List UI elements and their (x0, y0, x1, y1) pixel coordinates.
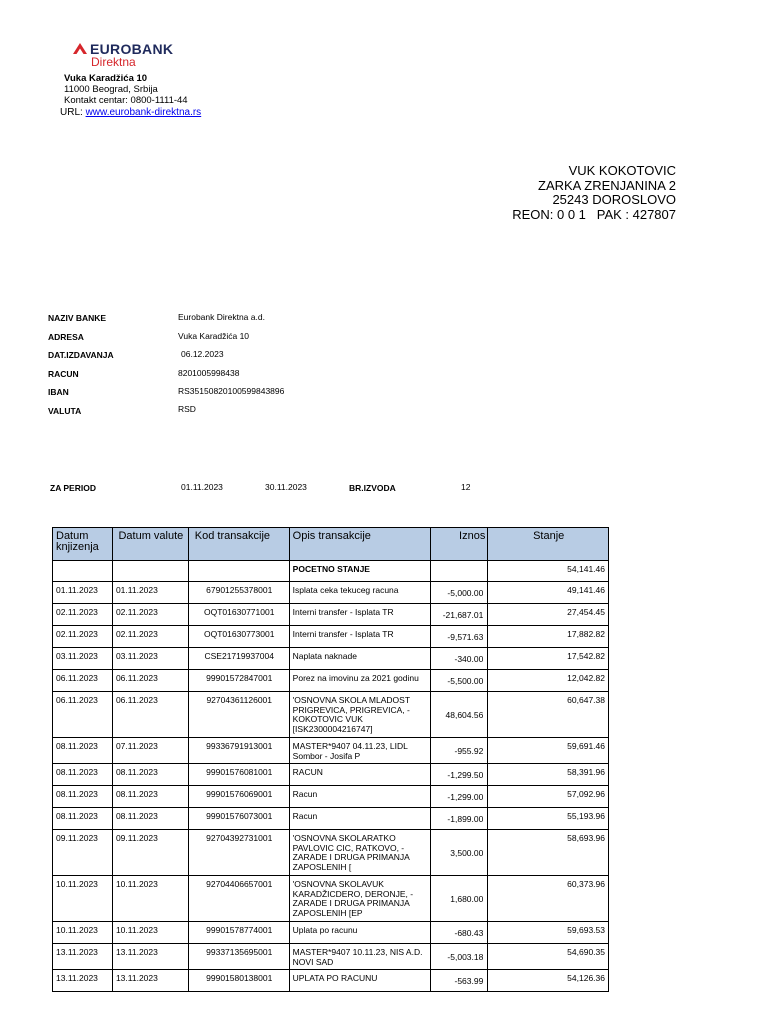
table-row (53, 648, 609, 670)
cell-transaction-code: 99901576073001 (188, 808, 289, 830)
header-value-date: Datum valute (112, 528, 188, 561)
cell-transaction-code: 99901580138001 (188, 970, 289, 992)
cell-amount: -21,687.01 (431, 604, 488, 626)
bank-city: 11000 Beograd, Srbija (64, 84, 158, 95)
info-value-iban: RS35150820100599843896 (178, 386, 285, 396)
client-address (512, 164, 676, 222)
info-value-account: 8201005998438 (178, 368, 240, 378)
logo-subtitle: Direktna (91, 55, 136, 69)
cell-booking-date: 13.11.2023 (53, 944, 113, 970)
cell-amount: -5,000.00 (431, 582, 488, 604)
cell-description: Interni transfer - Isplata TR (289, 626, 431, 648)
table-row (53, 692, 609, 738)
bank-street: Vuka Karadžića 10 (64, 73, 148, 84)
cell-booking-date: 13.11.2023 (53, 970, 113, 992)
table-header-row (53, 528, 609, 561)
info-value-currency: RSD (178, 404, 196, 414)
header-balance: Stanje (488, 528, 609, 561)
cell-booking-date: 01.11.2023 (53, 582, 113, 604)
cell-transaction-code: 92704406657001 (188, 876, 289, 922)
cell-transaction-code: 67901255378001 (188, 582, 289, 604)
transactions-table (52, 527, 609, 992)
cell-balance: 17,882.82 (488, 626, 609, 648)
table-row (53, 876, 609, 922)
cell-amount: -340.00 (431, 648, 488, 670)
info-label-address: ADRESA (48, 332, 84, 342)
cell-amount: -563.99 (431, 970, 488, 992)
period-from: 01.11.2023 (181, 482, 223, 492)
cell-balance: 54,690.35 (488, 944, 609, 970)
info-value-address: Vuka Karadžića 10 (178, 331, 250, 341)
opening-balance-row (53, 561, 609, 582)
cell-description: 'OSNOVNA SKOLA MLADOST PRIGREVICA, PRIGREVICA, - KOKOTOVIC VUK [ISK2300004216747] (289, 692, 431, 738)
cell-transaction-code: 99337135695001 (188, 944, 289, 970)
table-row (53, 670, 609, 692)
cell-description: Naplata naknade (289, 648, 431, 670)
cell-booking-date: 10.11.2023 (53, 922, 113, 944)
client-reon: REON: 0 0 1 PAK : 427807 (512, 206, 676, 222)
info-label-bank-name: NAZIV BANKE (48, 313, 107, 323)
statement-number: 12 (461, 482, 471, 492)
table-row (53, 604, 609, 626)
header-amount: Iznos (431, 528, 488, 561)
cell-booking-date: 08.11.2023 (53, 764, 113, 786)
cell-balance: 27,454.45 (488, 604, 609, 626)
client-street: ZARKA ZRENJANINA 2 (538, 177, 676, 193)
cell-transaction-code: 99901576069001 (188, 786, 289, 808)
cell-value-date: 07.11.2023 (112, 738, 188, 764)
info-label-iban: IBAN (48, 387, 69, 397)
cell-value-date: 03.11.2023 (112, 648, 188, 670)
cell-description: UPLATA PO RACUNU (289, 970, 431, 992)
header-booking-date: Datum knjizenja (53, 528, 113, 561)
table-row (53, 922, 609, 944)
cell-amount: 3,500.00 (431, 830, 488, 876)
cell-amount: -5,003.18 (431, 944, 488, 970)
cell-description: MASTER*9407 10.11.23, NIS A.D. NOVI SAD (289, 944, 431, 970)
table-row (53, 626, 609, 648)
cell-value-date: 06.11.2023 (112, 692, 188, 738)
client-name: VUK KOKOTOVIC (568, 163, 676, 178)
eurobank-logo-icon (72, 42, 88, 56)
cell-amount: -1,899.00 (431, 808, 488, 830)
logo-name: EUROBANK (90, 41, 174, 57)
cell-value-date: 13.11.2023 (112, 970, 188, 992)
cell-transaction-code: 92704392731001 (188, 830, 289, 876)
cell-amount: -9,571.63 (431, 626, 488, 648)
bank-contact: Kontakt centar: 0800-1111-44 (64, 95, 188, 106)
cell-value-date: 10.11.2023 (112, 876, 188, 922)
cell-balance: 55,193.96 (488, 808, 609, 830)
cell-value-date: 08.11.2023 (112, 764, 188, 786)
cell-balance: 58,391.96 (488, 764, 609, 786)
bank-address (64, 73, 188, 106)
cell-value-date: 06.11.2023 (112, 670, 188, 692)
table-row (53, 830, 609, 876)
cell-transaction-code: 99901576081001 (188, 764, 289, 786)
eurobank-logo (72, 41, 192, 69)
cell-balance: 58,693.96 (488, 830, 609, 876)
cell-amount: -1,299.50 (431, 764, 488, 786)
cell-balance: 12,042.82 (488, 670, 609, 692)
cell-value-date: 08.11.2023 (112, 786, 188, 808)
cell-transaction-code: CSE21719937004 (188, 648, 289, 670)
period-label: ZA PERIOD (50, 483, 96, 493)
url-label: URL: (60, 107, 83, 118)
info-label-issue-date: DAT.IZDAVANJA (48, 350, 114, 360)
cell-balance: 49,141.46 (488, 582, 609, 604)
cell-value-date: 09.11.2023 (112, 830, 188, 876)
cell-balance: 17,542.82 (488, 648, 609, 670)
cell-amount: -1,299.00 (431, 786, 488, 808)
cell-booking-date: 03.11.2023 (53, 648, 113, 670)
cell-description: MASTER*9407 04.11.23, LIDL Sombor - Josifa P (289, 738, 431, 764)
cell-value-date: 02.11.2023 (112, 604, 188, 626)
cell-value-date: 13.11.2023 (112, 944, 188, 970)
info-label-account: RACUN (48, 369, 79, 379)
cell-description: 'OSNOVNA SKOLARATKO PAVLOVIC CIC, RATKOVO, - ZARADE I DRUGA PRIMANJA ZAPOSLENIH [ (289, 830, 431, 876)
cell-booking-date: 06.11.2023 (53, 692, 113, 738)
cell-value-date: 01.11.2023 (112, 582, 188, 604)
cell-description: Racun (289, 808, 431, 830)
cell-value-date: 08.11.2023 (112, 808, 188, 830)
cell-booking-date: 06.11.2023 (53, 670, 113, 692)
cell-booking-date: 08.11.2023 (53, 738, 113, 764)
table-row (53, 764, 609, 786)
cell-value-date: 10.11.2023 (112, 922, 188, 944)
bank-url-line (60, 107, 201, 118)
cell-value-date: 02.11.2023 (112, 626, 188, 648)
cell-description: Porez na imovinu za 2021 godinu (289, 670, 431, 692)
header-description: Opis transakcije (289, 528, 431, 561)
cell-transaction-code: 92704361126001 (188, 692, 289, 738)
cell-transaction-code: OQT01630771001 (188, 604, 289, 626)
info-label-currency: VALUTA (48, 406, 82, 416)
cell-booking-date: 08.11.2023 (53, 808, 113, 830)
cell-description: 'OSNOVNA SKOLAVUK KARADŽICDERO, DERONJE, - ZARADE I DRUGA PRIMANJA ZAPOSLENIH [EP (289, 876, 431, 922)
table-row (53, 808, 609, 830)
info-value-bank-name: Eurobank Direktna a.d. (178, 312, 265, 322)
opening-balance-label: POCETNO STANJE (289, 561, 431, 582)
cell-transaction-code: 99901578774001 (188, 922, 289, 944)
cell-description: RACUN (289, 764, 431, 786)
cell-booking-date: 02.11.2023 (53, 626, 113, 648)
table-row (53, 944, 609, 970)
table-row (53, 738, 609, 764)
cell-transaction-code: 99901572847001 (188, 670, 289, 692)
cell-balance: 60,373.96 (488, 876, 609, 922)
cell-balance: 57,092.96 (488, 786, 609, 808)
cell-balance: 59,693.53 (488, 922, 609, 944)
statement-number-label: BR.IZVODA (349, 483, 396, 493)
period-to: 30.11.2023 (265, 482, 307, 492)
header-transaction-code: Kod transakcije (188, 528, 289, 561)
cell-amount: 1,680.00 (431, 876, 488, 922)
info-value-issue-date: 06.12.2023 (181, 349, 224, 359)
cell-balance: 60,647.38 (488, 692, 609, 738)
table-row (53, 786, 609, 808)
cell-description: Interni transfer - Isplata TR (289, 604, 431, 626)
cell-booking-date: 09.11.2023 (53, 830, 113, 876)
cell-description: Isplata ceka tekuceg racuna (289, 582, 431, 604)
client-city: 25243 DOROSLOVO (552, 192, 676, 207)
cell-booking-date: 10.11.2023 (53, 876, 113, 922)
cell-booking-date: 02.11.2023 (53, 604, 113, 626)
cell-balance: 59,691.46 (488, 738, 609, 764)
cell-balance: 54,126.36 (488, 970, 609, 992)
cell-description: Uplata po racunu (289, 922, 431, 944)
cell-booking-date: 08.11.2023 (53, 786, 113, 808)
opening-balance-value: 54,141.46 (488, 561, 609, 582)
table-row (53, 582, 609, 604)
cell-transaction-code: OQT01630773001 (188, 626, 289, 648)
table-row (53, 970, 609, 992)
cell-amount: -5,500.00 (431, 670, 488, 692)
bank-url-link[interactable]: www.eurobank-direktna.rs (85, 107, 202, 118)
cell-amount: 48,604.56 (431, 692, 488, 738)
cell-amount: -955.92 (431, 738, 488, 764)
cell-amount: -680.43 (431, 922, 488, 944)
cell-transaction-code: 99336791913001 (188, 738, 289, 764)
cell-description: Racun (289, 786, 431, 808)
